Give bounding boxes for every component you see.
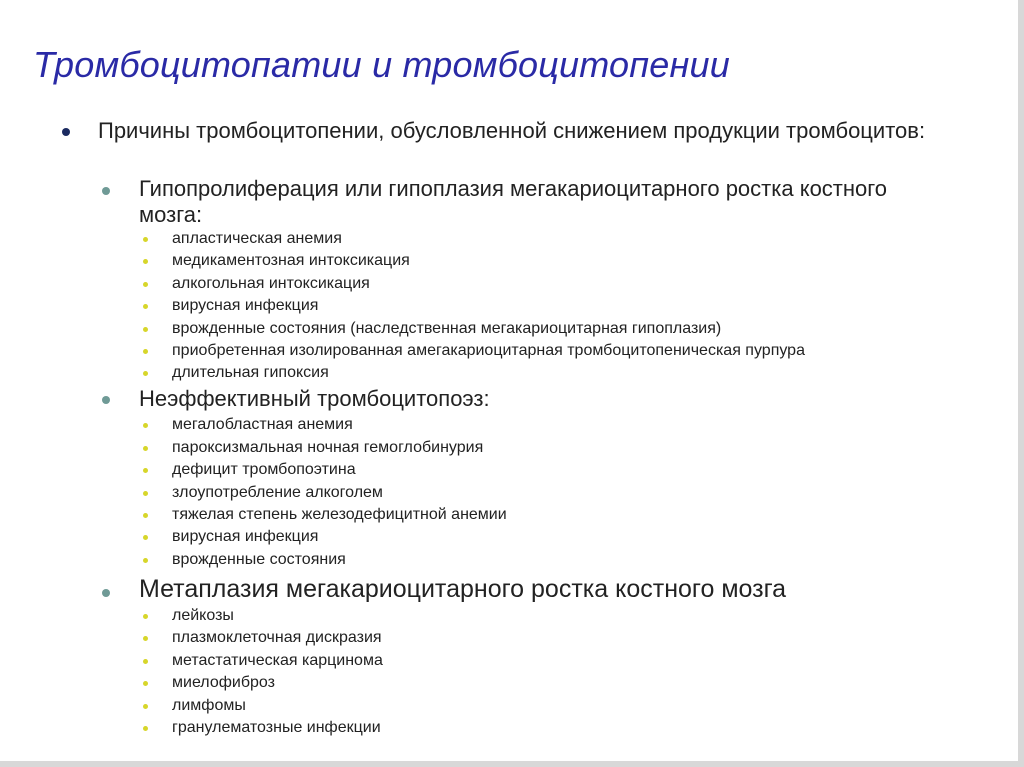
bullet-dot — [102, 187, 110, 195]
list-item: врожденные состояния — [172, 551, 346, 568]
bullet-dot — [143, 636, 148, 641]
list-item: апластическая анемия — [172, 230, 342, 247]
list-item: длительная гипоксия — [172, 364, 329, 381]
list-item: тяжелая степень железодефицитной анемии — [172, 506, 507, 523]
bullet-dot — [143, 659, 148, 664]
bullet-dot — [143, 491, 148, 496]
group-heading: Неэффективный тромбоцитопоэз: — [139, 386, 490, 411]
list-item: медикаментозная интоксикация — [172, 252, 410, 269]
group-heading: Метаплазия мегакариоцитарного ростка костного мозга — [139, 575, 787, 603]
bullet-dot — [143, 282, 148, 287]
bullet-dot — [143, 327, 148, 332]
list-item: мегалобластная анемия — [172, 416, 353, 433]
list-item: дефицит тромбопоэтина — [172, 461, 356, 478]
list-item: злоупотребление алкоголем — [172, 484, 383, 501]
list-item: вирусная инфекция — [172, 297, 319, 314]
list-item: метастатическая карцинома — [172, 652, 383, 669]
list-item: приобретенная изолированная амегакариоцитарная тромбоцитопеническая пурпура — [172, 342, 805, 359]
bullet-dot — [62, 128, 70, 136]
bullet-dot — [143, 423, 148, 428]
bullet-dot — [143, 237, 148, 242]
bullet-dot — [143, 726, 148, 731]
bullet-dot — [102, 396, 110, 404]
list-item: плазмоклеточная дискразия — [172, 629, 382, 646]
bullet-dot — [143, 681, 148, 686]
list-item: вирусная инфекция — [172, 528, 319, 545]
list-item: врожденные состояния (наследственная мегакариоцитарная гипоплазия) — [172, 320, 722, 337]
bullet-dot — [143, 535, 148, 540]
bullet-dot — [143, 259, 148, 264]
group-heading: Гипопролиферация или гипоплазия мегакариоцитарного ростка костного мозга: — [139, 176, 888, 227]
bullet-dot — [143, 349, 148, 354]
bullet-dot — [143, 614, 148, 619]
bullet-dot — [143, 558, 148, 563]
list-item: пароксизмальная ночная гемоглобинурия — [172, 439, 484, 456]
bullet-dot — [143, 704, 148, 709]
main-bullet-text: Причины тромбоцитопении, обусловленной снижением продукции тромбоцитов: — [98, 118, 926, 143]
bullet-dot — [143, 468, 148, 473]
list-item: алкогольная интоксикация — [172, 275, 370, 292]
bullet-dot — [102, 589, 110, 597]
bullet-dot — [143, 446, 148, 451]
list-item: гранулематозные инфекции — [172, 719, 381, 736]
bullet-dot — [143, 371, 148, 376]
bullet-dot — [143, 513, 148, 518]
bullet-dot — [143, 304, 148, 309]
list-item: лейкозы — [172, 607, 234, 624]
slide-title: Тромбоцитопатии и тромбоцитопении — [33, 44, 730, 85]
list-item: миелофиброз — [172, 674, 275, 691]
list-item: лимфомы — [172, 697, 246, 714]
